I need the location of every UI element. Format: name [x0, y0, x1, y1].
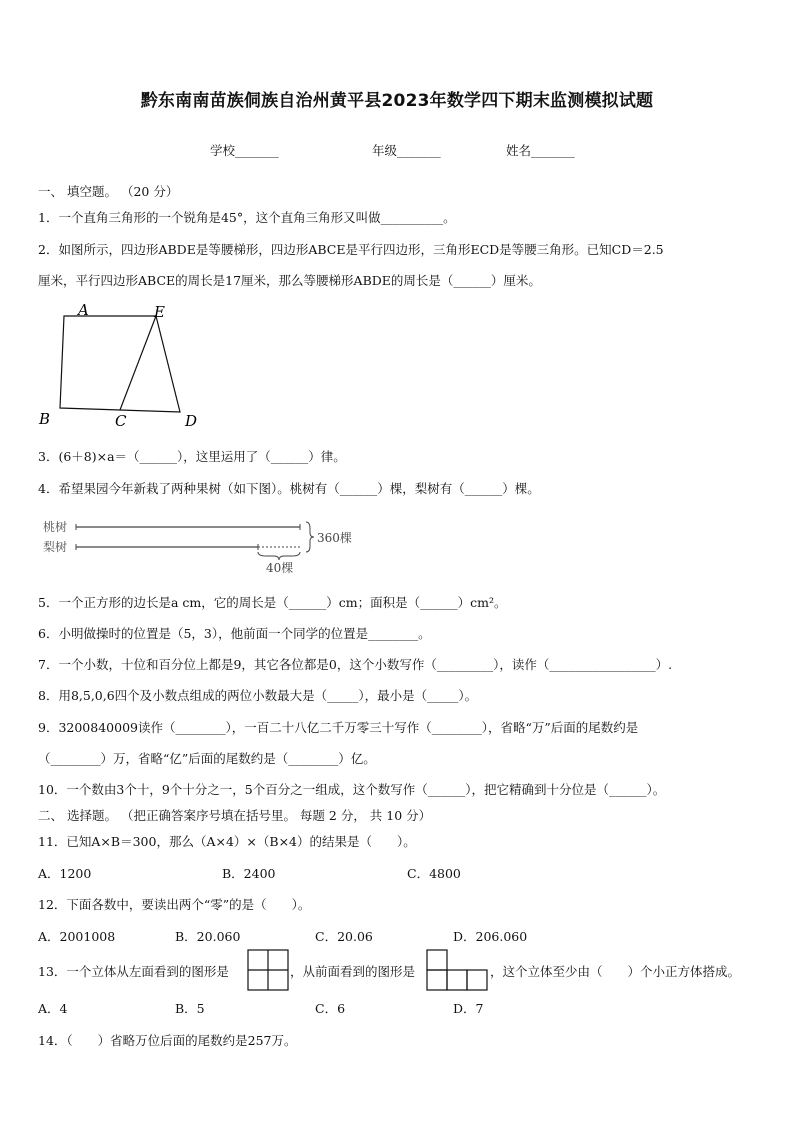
q11-option-a[interactable]: A．1200	[38, 866, 92, 881]
q13-option-d[interactable]: D．7	[453, 1001, 484, 1016]
grade-field[interactable]: 年级_______	[372, 143, 441, 158]
page-title: 黔东南南苗族侗族自治州黄平县2023年数学四下期末监测模拟试题	[140, 91, 654, 111]
question-3: 3．(6＋8)×a＝（______），这里运用了（______）律。	[38, 449, 346, 464]
diff-brace	[258, 552, 300, 560]
pear-label: 梨树	[43, 540, 68, 554]
question-7: 7．一个小数，十位和百分位上都是9，其它各位都是0，这个小数写作（_________），读作（_________________）.	[38, 657, 673, 672]
question-6: 6．小明做操时的位置是（5，3），他前面一个同学的位置是________。	[38, 626, 431, 641]
school-field[interactable]: 学校_______	[210, 143, 279, 158]
left-view-figure	[247, 949, 289, 991]
question-2-line-1: 2．如图所示，四边形ABDE是等腰梯形，四边形ABCE是平行四边形，三角形ECD是等腰三角形。已知CD＝2.5	[38, 242, 664, 257]
question-10: 10．一个数由3个十，9个十分之一，5个百分之一组成，这个数写作（______），把它精确到十分位是（______）。	[38, 782, 666, 797]
label-c: C	[115, 412, 127, 430]
q12-option-a[interactable]: A．2001008	[38, 929, 116, 944]
question-1: 1．一个直角三角形的一个锐角是45°，这个直角三角形又叫做__________。	[38, 210, 456, 225]
q11-option-c[interactable]: C．4800	[407, 866, 461, 881]
question-11: 11．已知A×B＝300，那么（A×4）×（B×4）的结果是（ ）。	[38, 834, 416, 849]
question-8: 8．用8,5,0,6四个及小数点组成的两位小数最大是（_____），最小是（_____）。	[38, 688, 478, 703]
question-12: 12．下面各数中，要读出两个“零”的是（ ）。	[38, 897, 311, 912]
question-5: 5．一个正方形的边长是a cm，它的周长是（______）cm；面积是（______）cm²。	[38, 595, 507, 610]
trapezoid-outline	[60, 316, 180, 412]
label-b: B	[39, 410, 51, 428]
label-d: D	[185, 412, 198, 430]
q13-option-a[interactable]: A．4	[38, 1001, 68, 1016]
question-13-part-c: ，这个立体至少由（ ）个小正方体搭成。	[490, 964, 741, 979]
label-a: A	[78, 301, 89, 319]
total-brace	[306, 522, 314, 552]
q12-option-c[interactable]: C．20.06	[315, 929, 373, 944]
front-view-figure	[426, 949, 490, 991]
question-13-part-a: 13．一个立体从左面看到的图形是	[38, 964, 229, 979]
peach-label: 桃树	[43, 520, 68, 534]
question-14: 14．（ ）省略万位后面的尾数约是257万。	[38, 1033, 297, 1048]
question-4: 4．希望果园今年新栽了两种果树（如下图）。桃树有（______）棵，梨树有（______）棵。	[38, 481, 540, 496]
diff-label: 40棵	[266, 561, 294, 575]
q13-option-c[interactable]: C．6	[315, 1001, 346, 1016]
q13-option-b[interactable]: B．5	[175, 1001, 205, 1016]
q11-option-b[interactable]: B．2400	[222, 866, 276, 881]
total-label: 360棵	[317, 531, 352, 545]
q12-option-d[interactable]: D．206.060	[453, 929, 528, 944]
label-e: E	[154, 303, 165, 321]
q12-option-b[interactable]: B．20.060	[175, 929, 241, 944]
name-field[interactable]: 姓名_______	[506, 143, 575, 158]
tree-bar-figure	[40, 515, 370, 577]
question-9-line-1: 9．3200840009读作（________），一百二十八亿二千万零三十写作（________），省略“万”后面的尾数约是	[38, 720, 639, 735]
section-fill-in: 一、 填空题。 （20 分）	[38, 184, 179, 199]
segment-ec	[120, 316, 156, 410]
question-13-part-b: ，从前面看到的图形是	[290, 964, 416, 979]
trapezoid-figure	[30, 298, 210, 433]
question-2-line-2: 厘米，平行四边形ABCE的周长是17厘米，那么等腰梯形ABDE的周长是（______）厘米。	[38, 273, 541, 288]
question-9-line-2: （________）万，省略“亿”后面的尾数约是（________）亿。	[38, 751, 376, 766]
section-choice: 二、 选择题。 （把正确答案序号填在括号里。 每题 2 分， 共 10 分）	[38, 808, 432, 823]
